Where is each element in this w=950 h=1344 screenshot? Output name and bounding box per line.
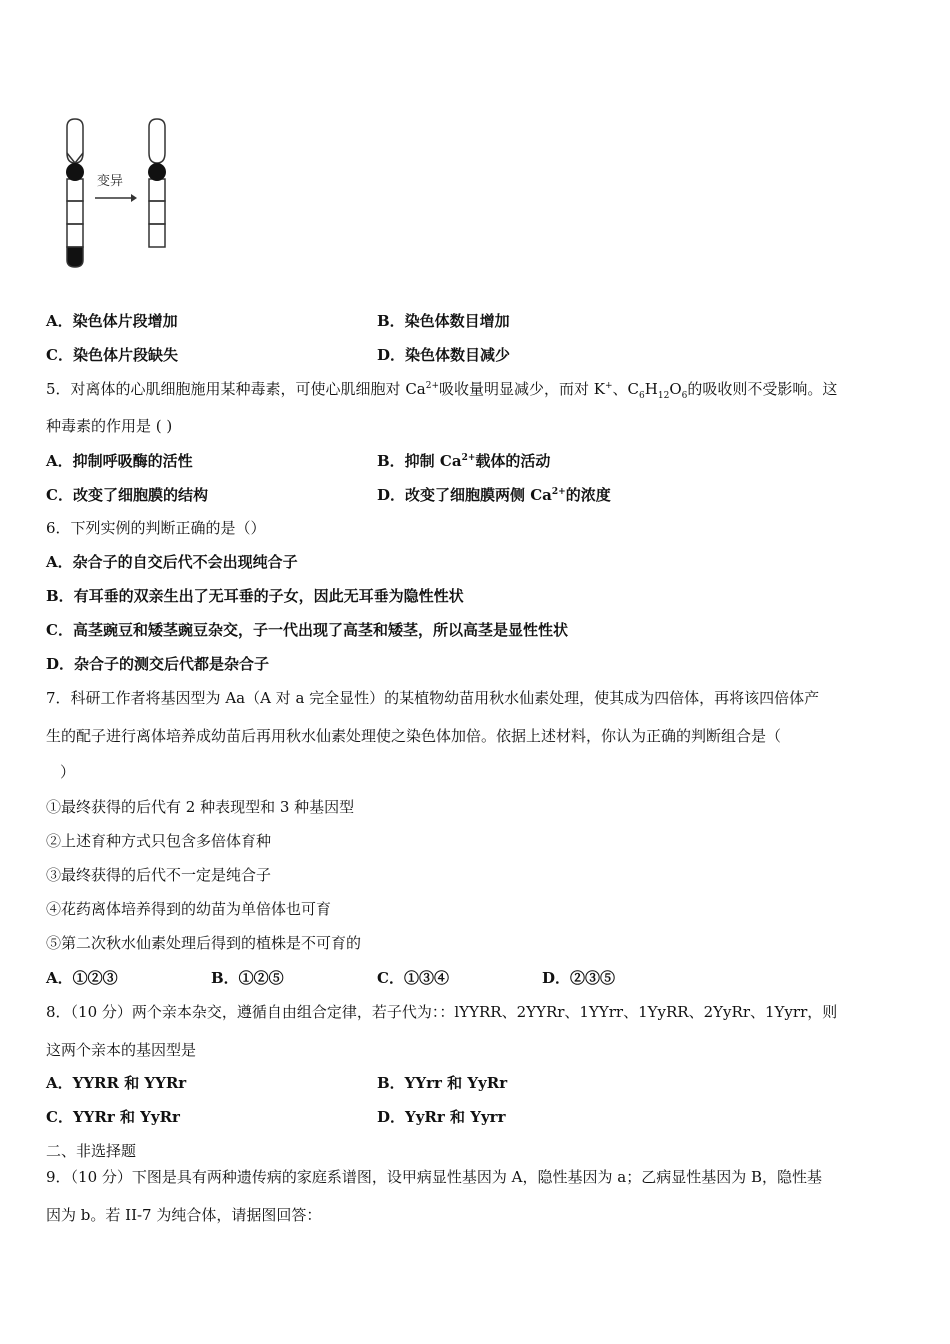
chromosome-mutation-figure xyxy=(55,115,185,275)
q6-option-b: B．有耳垂的双亲生出了无耳垂的子女，因此无耳垂为隐性性状 xyxy=(46,587,464,605)
q7-option-d: D．②③⑤ xyxy=(542,969,616,987)
q5-option-a: A．抑制呼吸酶的活性 xyxy=(46,452,193,470)
q4-option-b: B．染色体数目增加 xyxy=(377,312,510,330)
q6-option-d: D．杂合子的测交后代都是杂合子 xyxy=(46,655,270,673)
q5-stem-line2: 种毒素的作用是 ( ) xyxy=(46,417,173,435)
q8-stem-line2: 这两个亲本的基因型是 xyxy=(46,1041,197,1059)
arrow-head-icon xyxy=(131,194,137,202)
q5-option-c: C．改变了细胞膜的结构 xyxy=(46,486,208,504)
q7-stem-line1: 7．科研工作者将基因型为 Aa（A 对 a 完全显性）的某植物幼苗用秋水仙素处理，使其成为四倍体，再将该四倍体产 xyxy=(46,689,820,707)
mutated-chromosome xyxy=(149,119,165,247)
centromere-mutated xyxy=(148,163,166,181)
q8-option-c: C．YYRr 和 YyRr xyxy=(46,1108,180,1126)
q8-stem-line1: 8．（10 分）两个亲本杂交，遵循自由组合定律，若子代为：：lYYRR、2YYRr、1YYrr、1YyRR、2YyRr、1Yyrr，则 xyxy=(46,1003,838,1021)
q7-option-c: C．①③④ xyxy=(377,969,449,987)
q4-option-c: C．染色体片段缺失 xyxy=(46,346,178,364)
q6-option-a: A．杂合子的自交后代不会出现纯合子 xyxy=(46,553,298,571)
q7-option-b: B．①②⑤ xyxy=(211,969,284,987)
q5-option-b: B．抑制 $Ca^{2+}$载体的活动 xyxy=(377,452,551,470)
q5-stem-line1: 5．对离体的心肌细胞施用某种毒素，可使心肌细胞对 $Ca^{2+}$吸收量明显减少，而对 K+、$C_6H_{12}O_6$的吸收则不受影响。这 xyxy=(46,380,838,401)
q7-statement-3: ③最终获得的后代不一定是纯合子 xyxy=(46,866,272,884)
q9-stem-line2: 因为 b。若 II-7 为纯合体，请据图回答： xyxy=(46,1206,322,1224)
q8-option-a: A．YYRR 和 YYRr xyxy=(46,1074,187,1092)
section-title: 二、非选择题 xyxy=(46,1142,137,1160)
q7-stem-line3: ） xyxy=(60,763,76,781)
q6-option-c: C．高茎豌豆和矮茎豌豆杂交，子一代出现了高茎和矮茎，所以高茎是显性性状 xyxy=(46,621,568,639)
q6-stem: 6．下列实例的判断正确的是（） xyxy=(46,519,266,537)
q5-option-d: D．改变了细胞膜两侧 $Ca^{2+}$的浓度 xyxy=(377,486,611,504)
q7-statement-5: ⑤第二次秋水仙素处理后得到的植株是不可育的 xyxy=(46,934,362,952)
q7-option-a: A．①②③ xyxy=(46,969,118,987)
q8-option-d: D．YyRr 和 Yyrr xyxy=(377,1108,506,1126)
q7-stem-line2: 生的配子进行离体培养成幼苗后再用秋水仙素处理使之染色体加倍。依据上述材料，你认为正确的判断组合是（ xyxy=(46,727,782,745)
original-chromosome xyxy=(67,119,83,267)
mutation-arrow-label: 变异 xyxy=(97,174,124,189)
q4-option-d: D．染色体数目减少 xyxy=(377,346,511,364)
q9-stem-line1: 9．（10 分）下图是具有两种遗传病的家庭系谱图，设甲病显性基因为 A，隐性基因为 a；乙病显性基因为 B，隐性基 xyxy=(46,1168,823,1186)
q7-statement-4: ④花药离体培养得到的幼苗为单倍体也可育 xyxy=(46,900,332,918)
centromere-original xyxy=(66,163,84,181)
q7-statement-1: ①最终获得的后代有 2 种表现型和 3 种基因型 xyxy=(46,798,355,816)
q8-option-b: B．YYrr 和 YyRr xyxy=(377,1074,508,1092)
q4-option-a: A．染色体片段增加 xyxy=(46,312,178,330)
q7-statement-2: ②上述育种方式只包含多倍体育种 xyxy=(46,832,272,850)
